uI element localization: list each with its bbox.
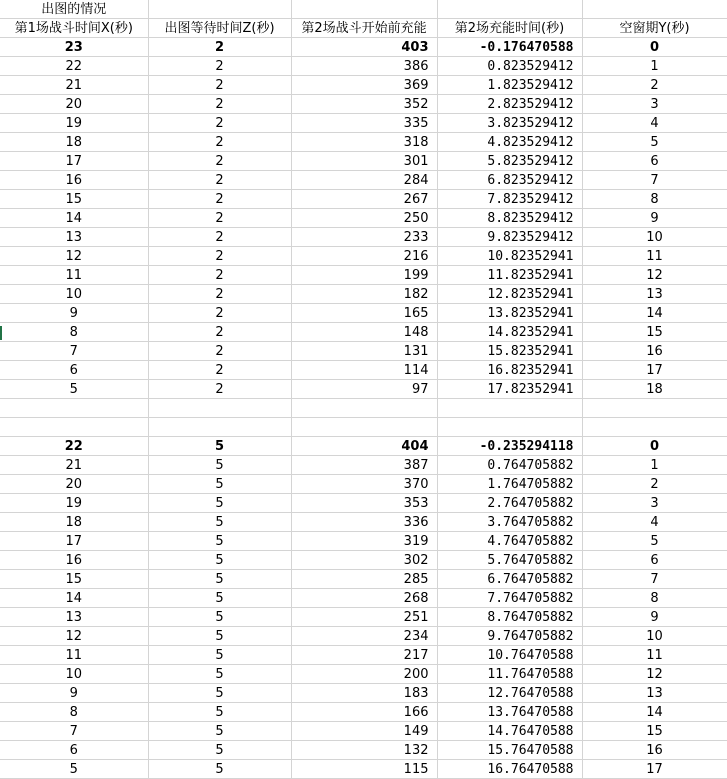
wait-time-cell[interactable]: 5: [148, 684, 291, 703]
idle-period-cell[interactable]: 14: [582, 703, 727, 722]
table-row: [0, 133, 727, 152]
table-row: [0, 76, 727, 95]
charge-cell[interactable]: 234: [291, 627, 437, 646]
charge-cell[interactable]: 404: [291, 437, 437, 456]
wait-time-cell[interactable]: 2: [148, 323, 291, 342]
battle1-time-cell[interactable]: 8: [0, 703, 148, 722]
charge-cell[interactable]: 336: [291, 513, 437, 532]
charge-cell[interactable]: 216: [291, 247, 437, 266]
table-row: [0, 494, 727, 513]
charge-time-cell[interactable]: 16.82352941: [437, 361, 582, 380]
empty-cell[interactable]: [437, 0, 582, 19]
table-row: [0, 247, 727, 266]
table-row: [0, 285, 727, 304]
table-row: [0, 380, 727, 399]
wait-time-cell[interactable]: 2: [148, 133, 291, 152]
battle1-time-cell[interactable]: 5: [0, 380, 148, 399]
wait-time-cell[interactable]: 5: [148, 703, 291, 722]
charge-cell[interactable]: 369: [291, 76, 437, 95]
battle1-time-cell[interactable]: 18: [0, 133, 148, 152]
table-row: [0, 323, 727, 342]
battle1-time-cell[interactable]: 16: [0, 171, 148, 190]
title-row: [0, 0, 727, 19]
battle1-time-cell[interactable]: 20: [0, 95, 148, 114]
charge-cell[interactable]: 319: [291, 532, 437, 551]
table-row: [0, 760, 727, 779]
battle1-time-cell[interactable]: 9: [0, 304, 148, 323]
table-row: [0, 570, 727, 589]
wait-time-cell[interactable]: 2: [148, 171, 291, 190]
charge-cell[interactable]: 267: [291, 190, 437, 209]
battle1-time-cell[interactable]: 14: [0, 209, 148, 228]
charge-time-cell[interactable]: 13.76470588: [437, 703, 582, 722]
charge-time-cell[interactable]: 14.76470588: [437, 722, 582, 741]
empty-cell[interactable]: [148, 0, 291, 19]
charge-time-cell[interactable]: 7.764705882: [437, 589, 582, 608]
table-row: [0, 95, 727, 114]
table-row: [0, 722, 727, 741]
battle1-time-cell[interactable]: 11: [0, 646, 148, 665]
wait-time-cell[interactable]: 2: [148, 209, 291, 228]
charge-time-cell[interactable]: 15.82352941: [437, 342, 582, 361]
charge-cell[interactable]: 335: [291, 114, 437, 133]
charge-cell[interactable]: 370: [291, 475, 437, 494]
charge-time-cell[interactable]: 6.823529412: [437, 171, 582, 190]
header-row: [0, 19, 727, 38]
charge-time-cell[interactable]: 14.82352941: [437, 323, 582, 342]
battle1-time-cell[interactable]: 19: [0, 114, 148, 133]
charge-time-cell[interactable]: 2.764705882: [437, 494, 582, 513]
idle-period-cell[interactable]: 3: [582, 95, 727, 114]
battle1-time-cell[interactable]: 19: [0, 494, 148, 513]
charge-cell[interactable]: 131: [291, 342, 437, 361]
battle1-time-cell[interactable]: 22: [0, 57, 148, 76]
table-row: [0, 190, 727, 209]
wait-time-cell[interactable]: 2: [148, 228, 291, 247]
battle1-time-cell[interactable]: 23: [0, 38, 148, 57]
charge-cell[interactable]: 233: [291, 228, 437, 247]
table-row: [0, 608, 727, 627]
charge-cell[interactable]: 403: [291, 38, 437, 57]
table-row: [0, 456, 727, 475]
idle-period-cell[interactable]: 4: [582, 513, 727, 532]
idle-period-cell[interactable]: 17: [582, 760, 727, 779]
idle-period-cell[interactable]: 0: [582, 38, 727, 57]
charge-time-cell[interactable]: 1.764705882: [437, 475, 582, 494]
charge-time-cell[interactable]: 9.823529412: [437, 228, 582, 247]
charge-cell[interactable]: 114: [291, 361, 437, 380]
battle1-time-cell[interactable]: 22: [0, 437, 148, 456]
battle1-time-cell[interactable]: 5: [0, 760, 148, 779]
wait-time-cell[interactable]: 2: [148, 342, 291, 361]
idle-period-cell[interactable]: 1: [582, 57, 727, 76]
charge-time-cell[interactable]: 7.823529412: [437, 190, 582, 209]
wait-time-cell[interactable]: 5: [148, 475, 291, 494]
empty-row: [0, 399, 727, 418]
selection-indicator: [0, 326, 2, 340]
charge-cell[interactable]: 165: [291, 304, 437, 323]
battle1-time-cell[interactable]: 17: [0, 532, 148, 551]
idle-period-cell[interactable]: 18: [582, 380, 727, 399]
charge-cell[interactable]: 250: [291, 209, 437, 228]
wait-time-cell[interactable]: 5: [148, 570, 291, 589]
idle-period-cell[interactable]: 9: [582, 209, 727, 228]
wait-time-cell[interactable]: 2: [148, 95, 291, 114]
idle-period-cell[interactable]: 11: [582, 646, 727, 665]
table-row: [0, 38, 727, 57]
idle-period-cell[interactable]: 1: [582, 456, 727, 475]
table-row: [0, 437, 727, 456]
idle-period-cell[interactable]: 2: [582, 475, 727, 494]
charge-time-cell[interactable]: 4.764705882: [437, 532, 582, 551]
empty-cell[interactable]: [148, 399, 291, 418]
header-idle-period[interactable]: 空窗期Y(秒): [582, 19, 727, 38]
charge-time-cell[interactable]: 3.764705882: [437, 513, 582, 532]
title-cell[interactable]: 出图的情况: [0, 0, 148, 19]
battle1-time-cell[interactable]: 6: [0, 361, 148, 380]
battle1-time-cell[interactable]: 13: [0, 608, 148, 627]
charge-cell[interactable]: 353: [291, 494, 437, 513]
wait-time-cell[interactable]: 2: [148, 266, 291, 285]
wait-time-cell[interactable]: 5: [148, 741, 291, 760]
idle-period-cell[interactable]: 13: [582, 285, 727, 304]
charge-time-cell[interactable]: 12.82352941: [437, 285, 582, 304]
charge-time-cell[interactable]: 12.76470588: [437, 684, 582, 703]
wait-time-cell[interactable]: 5: [148, 608, 291, 627]
charge-time-cell[interactable]: -0.235294118: [437, 437, 582, 456]
charge-cell[interactable]: 301: [291, 152, 437, 171]
idle-period-cell[interactable]: 4: [582, 114, 727, 133]
idle-period-cell[interactable]: 13: [582, 684, 727, 703]
table-row: [0, 551, 727, 570]
empty-row: [0, 418, 727, 437]
battle1-time-cell[interactable]: 9: [0, 684, 148, 703]
wait-time-cell[interactable]: 5: [148, 589, 291, 608]
table-row: [0, 361, 727, 380]
empty-cell[interactable]: [582, 399, 727, 418]
wait-time-cell[interactable]: 2: [148, 76, 291, 95]
wait-time-cell[interactable]: 5: [148, 437, 291, 456]
idle-period-cell[interactable]: 12: [582, 266, 727, 285]
charge-time-cell[interactable]: 4.823529412: [437, 133, 582, 152]
charge-cell[interactable]: 115: [291, 760, 437, 779]
table-row: [0, 513, 727, 532]
charge-cell[interactable]: 386: [291, 57, 437, 76]
wait-time-cell[interactable]: 5: [148, 646, 291, 665]
table-row: [0, 627, 727, 646]
table-row: [0, 266, 727, 285]
idle-period-cell[interactable]: 11: [582, 247, 727, 266]
wait-time-cell[interactable]: 5: [148, 551, 291, 570]
wait-time-cell[interactable]: 5: [148, 760, 291, 779]
charge-time-cell[interactable]: 10.82352941: [437, 247, 582, 266]
idle-period-cell[interactable]: 8: [582, 190, 727, 209]
idle-period-cell[interactable]: 6: [582, 551, 727, 570]
table-row: [0, 703, 727, 722]
idle-period-cell[interactable]: 14: [582, 304, 727, 323]
battle1-time-cell[interactable]: 14: [0, 589, 148, 608]
battle1-time-cell[interactable]: 6: [0, 741, 148, 760]
battle1-time-cell[interactable]: 21: [0, 76, 148, 95]
charge-cell[interactable]: 132: [291, 741, 437, 760]
charge-time-cell[interactable]: -0.176470588: [437, 38, 582, 57]
battle1-time-cell[interactable]: 21: [0, 456, 148, 475]
charge-time-cell[interactable]: 5.764705882: [437, 551, 582, 570]
charge-cell[interactable]: 268: [291, 589, 437, 608]
table-row: [0, 114, 727, 133]
idle-period-cell[interactable]: 17: [582, 361, 727, 380]
header-battle1-time[interactable]: 第1场战斗时间X(秒): [0, 19, 148, 38]
table-row: [0, 475, 727, 494]
idle-period-cell[interactable]: 10: [582, 627, 727, 646]
battle1-time-cell[interactable]: 12: [0, 627, 148, 646]
battle1-time-cell[interactable]: 13: [0, 228, 148, 247]
idle-period-cell[interactable]: 7: [582, 570, 727, 589]
idle-period-cell[interactable]: 5: [582, 532, 727, 551]
charge-cell[interactable]: 182: [291, 285, 437, 304]
wait-time-cell[interactable]: 2: [148, 304, 291, 323]
idle-period-cell[interactable]: 16: [582, 342, 727, 361]
charge-cell[interactable]: 97: [291, 380, 437, 399]
charge-time-cell[interactable]: 1.823529412: [437, 76, 582, 95]
table-row: [0, 684, 727, 703]
charge-time-cell[interactable]: 3.823529412: [437, 114, 582, 133]
idle-period-cell[interactable]: 3: [582, 494, 727, 513]
charge-time-cell[interactable]: 8.823529412: [437, 209, 582, 228]
empty-cell[interactable]: [437, 418, 582, 437]
idle-period-cell[interactable]: 15: [582, 323, 727, 342]
table-row: [0, 209, 727, 228]
wait-time-cell[interactable]: 5: [148, 494, 291, 513]
wait-time-cell[interactable]: 5: [148, 532, 291, 551]
charge-cell[interactable]: 251: [291, 608, 437, 627]
charge-time-cell[interactable]: 8.764705882: [437, 608, 582, 627]
table-row: [0, 57, 727, 76]
wait-time-cell[interactable]: 2: [148, 114, 291, 133]
empty-cell[interactable]: [582, 0, 727, 19]
charge-time-cell[interactable]: 0.823529412: [437, 57, 582, 76]
charge-time-cell[interactable]: 17.82352941: [437, 380, 582, 399]
idle-period-cell[interactable]: 9: [582, 608, 727, 627]
battle1-time-cell[interactable]: 7: [0, 722, 148, 741]
battle1-time-cell[interactable]: 18: [0, 513, 148, 532]
idle-period-cell[interactable]: 5: [582, 133, 727, 152]
charge-time-cell[interactable]: 0.764705882: [437, 456, 582, 475]
battle1-time-cell[interactable]: 15: [0, 570, 148, 589]
charge-time-cell[interactable]: 10.76470588: [437, 646, 582, 665]
table-row: [0, 342, 727, 361]
charge-cell[interactable]: 149: [291, 722, 437, 741]
charge-cell[interactable]: 166: [291, 703, 437, 722]
charge-cell[interactable]: 217: [291, 646, 437, 665]
charge-time-cell[interactable]: 11.76470588: [437, 665, 582, 684]
empty-cell[interactable]: [0, 399, 148, 418]
charge-cell[interactable]: 284: [291, 171, 437, 190]
wait-time-cell[interactable]: 5: [148, 665, 291, 684]
empty-cell[interactable]: [437, 399, 582, 418]
wait-time-cell[interactable]: 5: [148, 456, 291, 475]
wait-time-cell[interactable]: 2: [148, 152, 291, 171]
battle1-time-cell[interactable]: 10: [0, 285, 148, 304]
idle-period-cell[interactable]: 16: [582, 741, 727, 760]
charge-time-cell[interactable]: 15.76470588: [437, 741, 582, 760]
charge-cell[interactable]: 318: [291, 133, 437, 152]
wait-time-cell[interactable]: 5: [148, 513, 291, 532]
table-row: [0, 589, 727, 608]
empty-cell[interactable]: [291, 0, 437, 19]
charge-cell[interactable]: 352: [291, 95, 437, 114]
charge-time-cell[interactable]: 2.823529412: [437, 95, 582, 114]
charge-time-cell[interactable]: 9.764705882: [437, 627, 582, 646]
wait-time-cell[interactable]: 2: [148, 247, 291, 266]
battle1-time-cell[interactable]: 17: [0, 152, 148, 171]
table-row: [0, 646, 727, 665]
table-row: [0, 171, 727, 190]
idle-period-cell[interactable]: 0: [582, 437, 727, 456]
table-row: [0, 304, 727, 323]
wait-time-cell[interactable]: 5: [148, 722, 291, 741]
charge-time-cell[interactable]: 13.82352941: [437, 304, 582, 323]
header-charge-before-battle2[interactable]: 第2场战斗开始前充能: [291, 19, 437, 38]
charge-cell[interactable]: 302: [291, 551, 437, 570]
charge-cell[interactable]: 183: [291, 684, 437, 703]
charge-time-cell[interactable]: 6.764705882: [437, 570, 582, 589]
table-row: [0, 152, 727, 171]
charge-cell[interactable]: 285: [291, 570, 437, 589]
table-row: [0, 532, 727, 551]
charge-cell[interactable]: 148: [291, 323, 437, 342]
battle1-time-cell[interactable]: 16: [0, 551, 148, 570]
wait-time-cell[interactable]: 2: [148, 361, 291, 380]
idle-period-cell[interactable]: 12: [582, 665, 727, 684]
battle1-time-cell[interactable]: 7: [0, 342, 148, 361]
table-row: [0, 741, 727, 760]
charge-cell[interactable]: 200: [291, 665, 437, 684]
wait-time-cell[interactable]: 5: [148, 627, 291, 646]
idle-period-cell[interactable]: 8: [582, 589, 727, 608]
charge-time-cell[interactable]: 5.823529412: [437, 152, 582, 171]
battle1-time-cell[interactable]: 11: [0, 266, 148, 285]
empty-cell[interactable]: [291, 418, 437, 437]
idle-period-cell[interactable]: 7: [582, 171, 727, 190]
idle-period-cell[interactable]: 15: [582, 722, 727, 741]
idle-period-cell[interactable]: 10: [582, 228, 727, 247]
header-battle2-charge-time[interactable]: 第2场充能时间(秒): [437, 19, 582, 38]
battle1-time-cell[interactable]: 12: [0, 247, 148, 266]
empty-cell[interactable]: [148, 418, 291, 437]
empty-cell[interactable]: [582, 418, 727, 437]
battle1-time-cell[interactable]: 20: [0, 475, 148, 494]
wait-time-cell[interactable]: 2: [148, 38, 291, 57]
charge-time-cell[interactable]: 11.82352941: [437, 266, 582, 285]
table-row: [0, 665, 727, 684]
battle1-time-cell[interactable]: 15: [0, 190, 148, 209]
empty-cell[interactable]: [291, 399, 437, 418]
charge-cell[interactable]: 199: [291, 266, 437, 285]
wait-time-cell[interactable]: 2: [148, 57, 291, 76]
idle-period-cell[interactable]: 6: [582, 152, 727, 171]
table-row: [0, 228, 727, 247]
battle1-time-cell[interactable]: 10: [0, 665, 148, 684]
charge-cell[interactable]: 387: [291, 456, 437, 475]
wait-time-cell[interactable]: 2: [148, 380, 291, 399]
charge-time-cell[interactable]: 16.76470588: [437, 760, 582, 779]
empty-cell[interactable]: [0, 418, 148, 437]
wait-time-cell[interactable]: 2: [148, 285, 291, 304]
header-wait-time[interactable]: 出图等待时间Z(秒): [148, 19, 291, 38]
wait-time-cell[interactable]: 2: [148, 190, 291, 209]
battle1-time-cell[interactable]: 8: [0, 323, 148, 342]
idle-period-cell[interactable]: 2: [582, 76, 727, 95]
